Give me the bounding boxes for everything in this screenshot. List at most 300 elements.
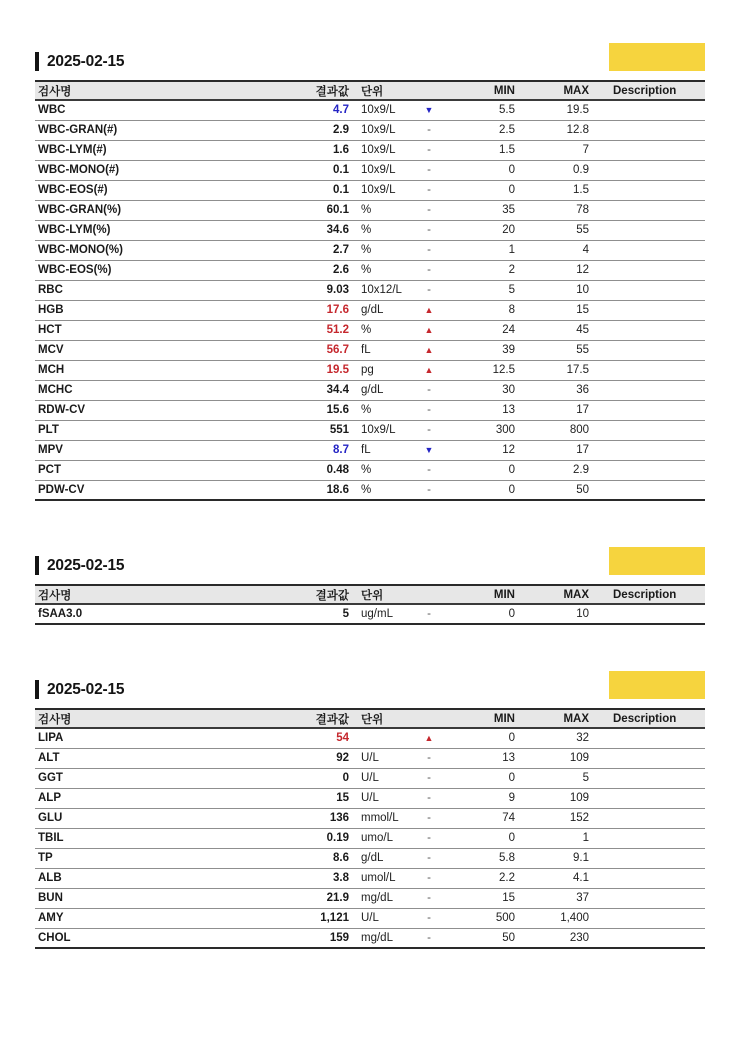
result-row xyxy=(35,160,705,180)
result-value: 4.7 xyxy=(275,100,353,120)
flag-up-triangle-icon: ▲ xyxy=(415,360,443,380)
max-value: 0.9 xyxy=(519,160,593,180)
section-head xyxy=(35,547,705,575)
result-row xyxy=(35,788,705,808)
description-cell xyxy=(593,180,705,200)
test-name: WBC-LYM(#) xyxy=(35,140,275,160)
description-cell xyxy=(593,220,705,240)
description-cell xyxy=(593,300,705,320)
max-value: 1.5 xyxy=(519,180,593,200)
result-row xyxy=(35,888,705,908)
result-value: 1,121 xyxy=(275,908,353,928)
max-value: 55 xyxy=(519,340,593,360)
description-cell xyxy=(593,908,705,928)
result-value: 2.7 xyxy=(275,240,353,260)
unit: U/L xyxy=(353,908,415,928)
max-value: 12 xyxy=(519,260,593,280)
description-cell xyxy=(593,140,705,160)
unit: 10x9/L xyxy=(353,140,415,160)
report-section-cbc xyxy=(35,43,705,501)
description-cell xyxy=(593,460,705,480)
result-row xyxy=(35,748,705,768)
result-row xyxy=(35,420,705,440)
min-value: 0 xyxy=(443,460,519,480)
result-value: 1.6 xyxy=(275,140,353,160)
test-name: TP xyxy=(35,848,275,868)
col-header-flag xyxy=(415,585,443,604)
col-header-min: MIN xyxy=(443,81,519,100)
flag-up-triangle-icon: ▲ xyxy=(415,320,443,340)
max-value: 19.5 xyxy=(519,100,593,120)
test-name: WBC-GRAN(#) xyxy=(35,120,275,140)
result-row xyxy=(35,828,705,848)
description-cell xyxy=(593,868,705,888)
min-value: 39 xyxy=(443,340,519,360)
result-value: 2.9 xyxy=(275,120,353,140)
date-heading xyxy=(35,52,124,71)
description-cell xyxy=(593,340,705,360)
test-name: GLU xyxy=(35,808,275,828)
min-value: 12.5 xyxy=(443,360,519,380)
result-row xyxy=(35,100,705,120)
flag-dash: - xyxy=(415,888,443,908)
result-row xyxy=(35,200,705,220)
description-cell xyxy=(593,260,705,280)
unit: % xyxy=(353,460,415,480)
min-value: 0 xyxy=(443,604,519,624)
test-name: TBIL xyxy=(35,828,275,848)
unit: umo/L xyxy=(353,828,415,848)
result-value: 8.7 xyxy=(275,440,353,460)
unit: fL xyxy=(353,340,415,360)
description-cell xyxy=(593,440,705,460)
result-value: 2.6 xyxy=(275,260,353,280)
result-row xyxy=(35,360,705,380)
test-name: PDW-CV xyxy=(35,480,275,500)
section-date: 2025-02-15 xyxy=(47,556,125,574)
result-value: 92 xyxy=(275,748,353,768)
max-value: 1,400 xyxy=(519,908,593,928)
col-header-test-name: 검사명 xyxy=(35,81,275,100)
test-name: MPV xyxy=(35,440,275,460)
max-value: 2.9 xyxy=(519,460,593,480)
unit: 10x9/L xyxy=(353,120,415,140)
max-value: 10 xyxy=(519,604,593,624)
result-row xyxy=(35,180,705,200)
flag-dash: - xyxy=(415,788,443,808)
col-header-max: MAX xyxy=(519,585,593,604)
min-value: 30 xyxy=(443,380,519,400)
min-value: 2 xyxy=(443,260,519,280)
test-name: WBC-EOS(%) xyxy=(35,260,275,280)
max-value: 800 xyxy=(519,420,593,440)
redacted-label-box xyxy=(609,43,705,71)
date-marker-bar xyxy=(35,556,39,575)
test-name: ALB xyxy=(35,868,275,888)
flag-dash: - xyxy=(415,240,443,260)
flag-dash: - xyxy=(415,380,443,400)
max-value: 36 xyxy=(519,380,593,400)
description-cell xyxy=(593,320,705,340)
test-name: ALT xyxy=(35,748,275,768)
result-row xyxy=(35,280,705,300)
flag-dash: - xyxy=(415,460,443,480)
result-value: 5 xyxy=(275,604,353,624)
min-value: 24 xyxy=(443,320,519,340)
result-row xyxy=(35,340,705,360)
result-value: 34.6 xyxy=(275,220,353,240)
max-value: 5 xyxy=(519,768,593,788)
flag-dash: - xyxy=(415,748,443,768)
description-cell xyxy=(593,748,705,768)
result-row xyxy=(35,908,705,928)
max-value: 4.1 xyxy=(519,868,593,888)
test-name: LIPA xyxy=(35,728,275,748)
result-value: 19.5 xyxy=(275,360,353,380)
min-value: 1.5 xyxy=(443,140,519,160)
description-cell xyxy=(593,120,705,140)
flag-dash: - xyxy=(415,160,443,180)
col-header-flag xyxy=(415,81,443,100)
result-value: 15 xyxy=(275,788,353,808)
lab-results-table xyxy=(35,708,705,949)
lab-results-table xyxy=(35,584,705,625)
result-row xyxy=(35,260,705,280)
section-head xyxy=(35,43,705,71)
min-value: 500 xyxy=(443,908,519,928)
unit: U/L xyxy=(353,748,415,768)
max-value: 1 xyxy=(519,828,593,848)
min-value: 5.5 xyxy=(443,100,519,120)
col-header-description: Description xyxy=(593,81,705,100)
result-row xyxy=(35,400,705,420)
max-value: 37 xyxy=(519,888,593,908)
test-name: AMY xyxy=(35,908,275,928)
result-row xyxy=(35,140,705,160)
description-cell xyxy=(593,100,705,120)
col-header-description: Description xyxy=(593,585,705,604)
result-value: 0.19 xyxy=(275,828,353,848)
date-heading xyxy=(35,680,124,699)
result-value: 0.48 xyxy=(275,460,353,480)
table-head xyxy=(35,81,705,100)
result-value: 21.9 xyxy=(275,888,353,908)
description-cell xyxy=(593,848,705,868)
flag-dash: - xyxy=(415,280,443,300)
flag-dash: - xyxy=(415,604,443,624)
unit: g/dL xyxy=(353,300,415,320)
result-value: 3.8 xyxy=(275,868,353,888)
description-cell xyxy=(593,240,705,260)
min-value: 0 xyxy=(443,728,519,748)
test-name: WBC xyxy=(35,100,275,120)
min-value: 15 xyxy=(443,888,519,908)
max-value: 45 xyxy=(519,320,593,340)
result-value: 8.6 xyxy=(275,848,353,868)
result-value: 0.1 xyxy=(275,180,353,200)
test-name: WBC-MONO(%) xyxy=(35,240,275,260)
col-header-max: MAX xyxy=(519,81,593,100)
flag-dash: - xyxy=(415,808,443,828)
description-cell xyxy=(593,768,705,788)
date-marker-bar xyxy=(35,52,39,71)
result-row xyxy=(35,604,705,624)
min-value: 0 xyxy=(443,828,519,848)
result-row xyxy=(35,808,705,828)
section-date: 2025-02-15 xyxy=(47,52,125,70)
description-cell xyxy=(593,420,705,440)
result-value: 17.6 xyxy=(275,300,353,320)
flag-dash: - xyxy=(415,400,443,420)
test-name: RDW-CV xyxy=(35,400,275,420)
col-header-result: 결과값 xyxy=(275,709,353,728)
flag-dash: - xyxy=(415,928,443,948)
test-name: HGB xyxy=(35,300,275,320)
flag-dash: - xyxy=(415,180,443,200)
col-header-test-name: 검사명 xyxy=(35,585,275,604)
max-value: 78 xyxy=(519,200,593,220)
col-header-unit: 단위 xyxy=(353,709,415,728)
result-value: 54 xyxy=(275,728,353,748)
date-marker-bar xyxy=(35,680,39,699)
col-header-max: MAX xyxy=(519,709,593,728)
flag-dash: - xyxy=(415,848,443,868)
description-cell xyxy=(593,480,705,500)
result-value: 60.1 xyxy=(275,200,353,220)
flag-dash: - xyxy=(415,828,443,848)
unit: mg/dL xyxy=(353,928,415,948)
unit: mg/dL xyxy=(353,888,415,908)
unit xyxy=(353,728,415,748)
min-value: 50 xyxy=(443,928,519,948)
test-name: WBC-GRAN(%) xyxy=(35,200,275,220)
flag-dash: - xyxy=(415,480,443,500)
col-header-min: MIN xyxy=(443,709,519,728)
min-value: 74 xyxy=(443,808,519,828)
max-value: 17 xyxy=(519,400,593,420)
unit: g/dL xyxy=(353,848,415,868)
description-cell xyxy=(593,280,705,300)
section-date: 2025-02-15 xyxy=(47,680,125,698)
max-value: 17.5 xyxy=(519,360,593,380)
unit: 10x9/L xyxy=(353,180,415,200)
redacted-label-box xyxy=(609,547,705,575)
description-cell xyxy=(593,728,705,748)
col-header-result: 결과값 xyxy=(275,81,353,100)
min-value: 0 xyxy=(443,480,519,500)
result-row xyxy=(35,848,705,868)
lab-results-table xyxy=(35,80,705,501)
test-name: RBC xyxy=(35,280,275,300)
result-value: 0.1 xyxy=(275,160,353,180)
min-value: 13 xyxy=(443,400,519,420)
min-value: 13 xyxy=(443,748,519,768)
date-heading xyxy=(35,556,124,575)
min-value: 1 xyxy=(443,240,519,260)
min-value: 9 xyxy=(443,788,519,808)
test-name: WBC-LYM(%) xyxy=(35,220,275,240)
table-body xyxy=(35,604,705,624)
col-header-unit: 단위 xyxy=(353,585,415,604)
test-name: HCT xyxy=(35,320,275,340)
result-row xyxy=(35,460,705,480)
min-value: 8 xyxy=(443,300,519,320)
min-value: 0 xyxy=(443,160,519,180)
unit: U/L xyxy=(353,788,415,808)
unit: 10x9/L xyxy=(353,160,415,180)
flag-up-triangle-icon: ▲ xyxy=(415,728,443,748)
result-value: 34.4 xyxy=(275,380,353,400)
result-row xyxy=(35,480,705,500)
result-row xyxy=(35,928,705,948)
test-name: GGT xyxy=(35,768,275,788)
result-row xyxy=(35,440,705,460)
max-value: 9.1 xyxy=(519,848,593,868)
result-row xyxy=(35,240,705,260)
max-value: 50 xyxy=(519,480,593,500)
unit: % xyxy=(353,480,415,500)
result-value: 136 xyxy=(275,808,353,828)
unit: % xyxy=(353,240,415,260)
result-value: 15.6 xyxy=(275,400,353,420)
test-name: ALP xyxy=(35,788,275,808)
test-name: fSAA3.0 xyxy=(35,604,275,624)
min-value: 35 xyxy=(443,200,519,220)
result-row xyxy=(35,320,705,340)
col-header-result: 결과값 xyxy=(275,585,353,604)
test-name: WBC-EOS(#) xyxy=(35,180,275,200)
col-header-unit: 단위 xyxy=(353,81,415,100)
flag-dash: - xyxy=(415,768,443,788)
section-head xyxy=(35,671,705,699)
result-value: 159 xyxy=(275,928,353,948)
unit: g/dL xyxy=(353,380,415,400)
unit: 10x9/L xyxy=(353,100,415,120)
max-value: 109 xyxy=(519,748,593,768)
max-value: 7 xyxy=(519,140,593,160)
table-head xyxy=(35,585,705,604)
test-name: MCHC xyxy=(35,380,275,400)
min-value: 0 xyxy=(443,180,519,200)
result-value: 551 xyxy=(275,420,353,440)
result-row xyxy=(35,300,705,320)
description-cell xyxy=(593,400,705,420)
test-name: PCT xyxy=(35,460,275,480)
description-cell xyxy=(593,160,705,180)
description-cell xyxy=(593,828,705,848)
max-value: 109 xyxy=(519,788,593,808)
col-header-flag xyxy=(415,709,443,728)
result-row xyxy=(35,380,705,400)
max-value: 15 xyxy=(519,300,593,320)
description-cell xyxy=(593,808,705,828)
max-value: 152 xyxy=(519,808,593,828)
unit: umol/L xyxy=(353,868,415,888)
test-name: MCH xyxy=(35,360,275,380)
max-value: 32 xyxy=(519,728,593,748)
test-name: CHOL xyxy=(35,928,275,948)
unit: % xyxy=(353,260,415,280)
description-cell xyxy=(593,928,705,948)
flag-dash: - xyxy=(415,200,443,220)
flag-up-triangle-icon: ▲ xyxy=(415,340,443,360)
max-value: 230 xyxy=(519,928,593,948)
description-cell xyxy=(593,200,705,220)
result-value: 9.03 xyxy=(275,280,353,300)
flag-up-triangle-icon: ▲ xyxy=(415,300,443,320)
result-value: 18.6 xyxy=(275,480,353,500)
description-cell xyxy=(593,380,705,400)
report-section-chemistry xyxy=(35,671,705,949)
min-value: 5 xyxy=(443,280,519,300)
flag-down-triangle-icon: ▼ xyxy=(415,100,443,120)
unit: mmol/L xyxy=(353,808,415,828)
unit: 10x9/L xyxy=(353,420,415,440)
description-cell xyxy=(593,360,705,380)
unit: 10x12/L xyxy=(353,280,415,300)
flag-dash: - xyxy=(415,120,443,140)
description-cell xyxy=(593,888,705,908)
unit: U/L xyxy=(353,768,415,788)
test-name: WBC-MONO(#) xyxy=(35,160,275,180)
report-section-fsaa xyxy=(35,547,705,625)
unit: % xyxy=(353,400,415,420)
min-value: 2.2 xyxy=(443,868,519,888)
col-header-description: Description xyxy=(593,709,705,728)
unit: ug/mL xyxy=(353,604,415,624)
min-value: 20 xyxy=(443,220,519,240)
result-row xyxy=(35,768,705,788)
min-value: 2.5 xyxy=(443,120,519,140)
flag-dash: - xyxy=(415,220,443,240)
test-name: PLT xyxy=(35,420,275,440)
unit: pg xyxy=(353,360,415,380)
col-header-test-name: 검사명 xyxy=(35,709,275,728)
min-value: 5.8 xyxy=(443,848,519,868)
result-row xyxy=(35,728,705,748)
unit: % xyxy=(353,200,415,220)
description-cell xyxy=(593,788,705,808)
max-value: 12.8 xyxy=(519,120,593,140)
result-row xyxy=(35,868,705,888)
flag-dash: - xyxy=(415,868,443,888)
unit: % xyxy=(353,320,415,340)
flag-down-triangle-icon: ▼ xyxy=(415,440,443,460)
result-value: 51.2 xyxy=(275,320,353,340)
test-name: MCV xyxy=(35,340,275,360)
redacted-label-box xyxy=(609,671,705,699)
flag-dash: - xyxy=(415,260,443,280)
result-row xyxy=(35,220,705,240)
col-header-min: MIN xyxy=(443,585,519,604)
table-header-row xyxy=(35,585,705,604)
unit: fL xyxy=(353,440,415,460)
max-value: 55 xyxy=(519,220,593,240)
flag-dash: - xyxy=(415,140,443,160)
table-body xyxy=(35,100,705,500)
min-value: 0 xyxy=(443,768,519,788)
test-name: BUN xyxy=(35,888,275,908)
result-value: 0 xyxy=(275,768,353,788)
result-value: 56.7 xyxy=(275,340,353,360)
table-header-row xyxy=(35,709,705,728)
flag-dash: - xyxy=(415,908,443,928)
min-value: 300 xyxy=(443,420,519,440)
max-value: 17 xyxy=(519,440,593,460)
description-cell xyxy=(593,604,705,624)
max-value: 10 xyxy=(519,280,593,300)
table-header-row xyxy=(35,81,705,100)
